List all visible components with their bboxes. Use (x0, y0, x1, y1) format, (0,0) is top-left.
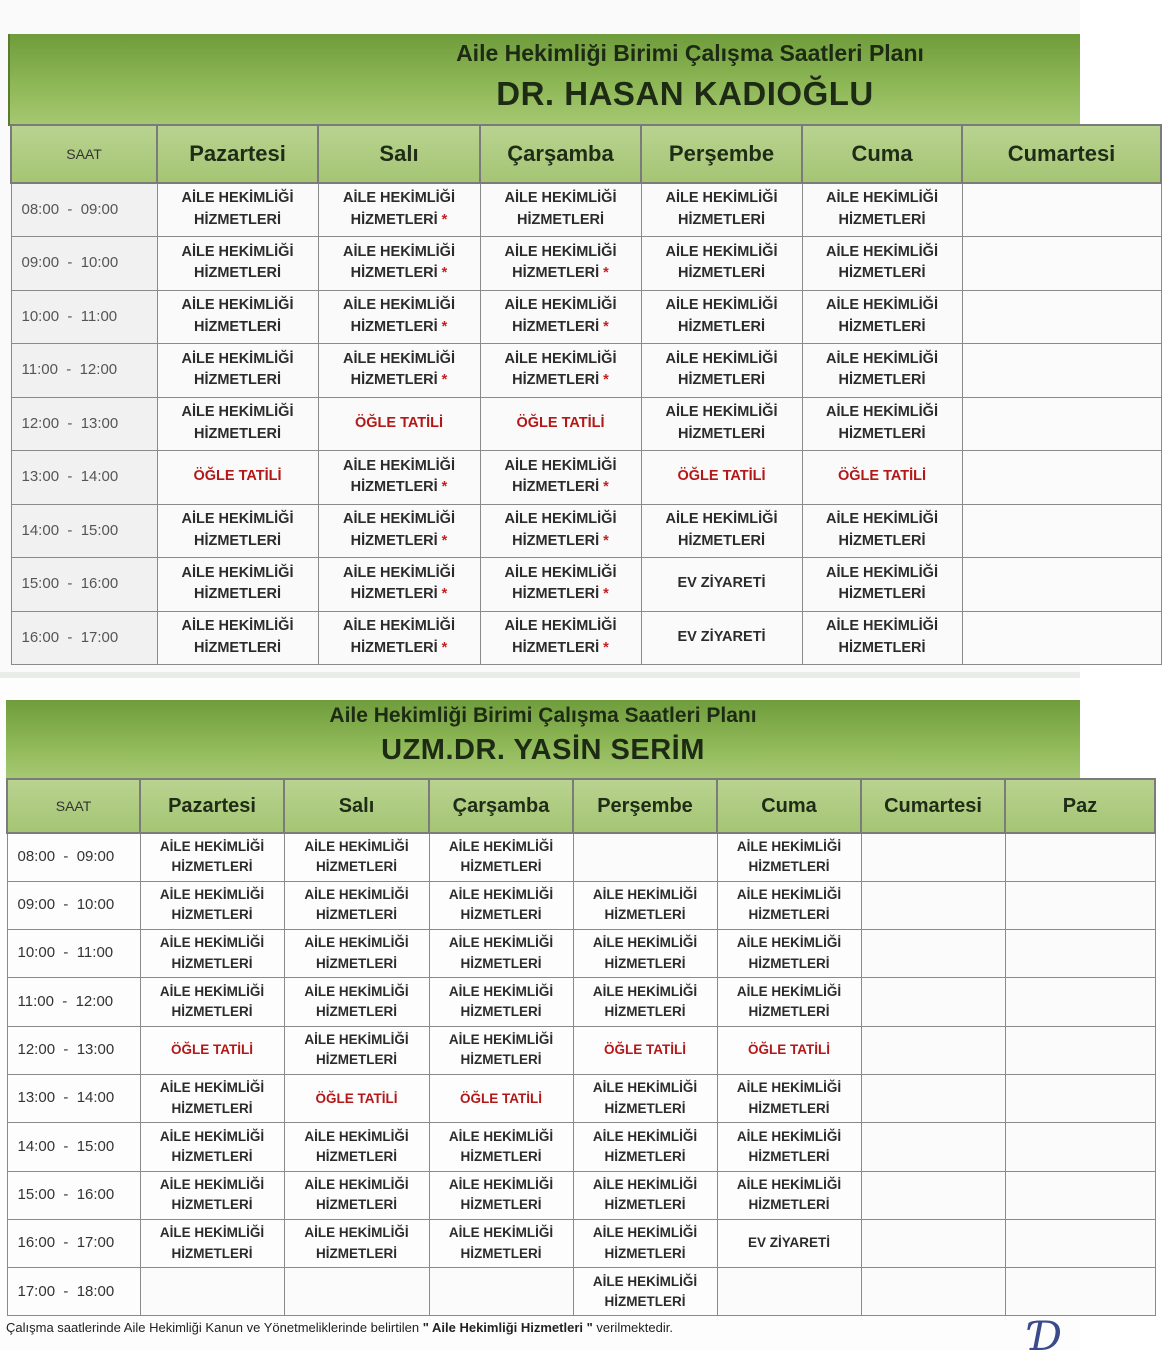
schedule-cell (573, 1074, 717, 1122)
schedule-cell (140, 881, 284, 929)
schedule-cell (284, 1026, 429, 1074)
cell-text: AİLE HEKİMLİĞİ HİZMETLERİ (159, 935, 265, 971)
schedule-cell (318, 237, 480, 291)
schedule-cell (641, 237, 802, 291)
cell-text: AİLE HEKİMLİĞİ HİZMETLERİ (159, 1225, 265, 1261)
table-row (7, 1171, 1155, 1219)
schedule-cell (284, 1219, 429, 1267)
schedule-cell (802, 558, 962, 612)
asterisk-mark: * (441, 479, 448, 496)
schedule-cell (1005, 1268, 1155, 1316)
cell-text: AİLE HEKİMLİĞİ HİZMETLERİ (159, 1128, 265, 1164)
schedule-cell (1005, 978, 1155, 1026)
cell-text: AİLE HEKİMLİĞİ HİZMETLERİ (504, 350, 617, 389)
schedule-cell (140, 833, 284, 881)
cell-text: AİLE HEKİMLİĞİ HİZMETLERİ (304, 839, 409, 875)
schedule-subtitle: Aile Hekimliği Birimi Çalışma Saatleri Planı (456, 40, 924, 66)
cell-text: AİLE HEKİMLİĞİ HİZMETLERİ (592, 1080, 698, 1116)
cell-text: AİLE HEKİMLİĞİ HİZMETLERİ (304, 935, 409, 971)
schedule-cell (1005, 881, 1155, 929)
schedule-cell (157, 611, 318, 665)
schedule-cell (157, 504, 318, 558)
cell-text: EV ZİYARETİ (747, 1235, 831, 1251)
cell-text: AİLE HEKİMLİĞİ HİZMETLERİ (448, 1128, 554, 1164)
cell-text: AİLE HEKİMLİĞİ HİZMETLERİ (826, 350, 938, 389)
schedule-cell (284, 930, 429, 978)
schedule-cell (861, 881, 1005, 929)
schedule-cell (573, 881, 717, 929)
table-header-row (7, 779, 1155, 833)
time-slot: 15:00 - 16:00 (7, 1171, 140, 1219)
schedule-header (6, 700, 1080, 778)
day-header: Çarşamba (480, 125, 641, 183)
schedule-cell (284, 881, 429, 929)
schedule-cell (861, 1123, 1005, 1171)
cell-text: AİLE HEKİMLİĞİ HİZMETLERİ (504, 243, 617, 282)
cell-text: AİLE HEKİMLİĞİ HİZMETLERİ (736, 1128, 842, 1164)
footer-text: Çalışma saatlerinde Aile Hekimliği Kanun ve Yönetmeliklerinde belirtilen (6, 1320, 423, 1335)
cell-text: AİLE HEKİMLİĞİ HİZMETLERİ (504, 457, 617, 496)
schedule-cell (429, 881, 573, 929)
schedule-cell (962, 344, 1161, 398)
time-slot: 08:00 - 09:00 (7, 833, 140, 881)
schedule-cell (641, 344, 802, 398)
time-slot: 09:00 - 10:00 (11, 237, 157, 291)
cell-text: AİLE HEKİMLİĞİ HİZMETLERİ (826, 618, 938, 656)
schedule-sheet-hasan-kadioglu (0, 0, 1116, 672)
schedule-cell (140, 1123, 284, 1171)
schedule-cell (861, 1268, 1005, 1316)
cell-text: AİLE HEKİMLİĞİ HİZMETLERİ (181, 618, 294, 656)
schedule-cell (157, 451, 318, 505)
cell-text: AİLE HEKİMLİĞİ HİZMETLERİ (343, 297, 455, 335)
schedule-cell (717, 1268, 861, 1316)
schedule-cell (480, 611, 641, 665)
schedule-cell (1005, 930, 1155, 978)
schedule-cell (861, 1074, 1005, 1122)
cell-text: ÖĞLE TATİLİ (171, 1042, 253, 1058)
cell-text: AİLE HEKİMLİĞİ HİZMETLERİ (304, 1225, 409, 1261)
cell-text: AİLE HEKİMLİĞİ HİZMETLERİ (826, 564, 938, 603)
schedule-sheet-yasin-serim (0, 678, 1098, 1360)
schedule-table (6, 778, 1156, 1316)
schedule-cell (641, 183, 802, 237)
asterisk-mark: * (603, 639, 609, 656)
schedule-cell (157, 344, 318, 398)
schedule-cell (717, 930, 861, 978)
cell-text: AİLE HEKİMLİĞİ HİZMETLERİ (592, 935, 698, 971)
cell-text: ÖĞLE TATİLİ (837, 468, 927, 485)
day-header: Paz (1005, 779, 1155, 833)
table-row (11, 451, 1161, 505)
schedule-cell (284, 833, 429, 881)
cell-text: AİLE HEKİMLİĞİ HİZMETLERİ (736, 1176, 842, 1213)
asterisk-mark: * (603, 265, 609, 282)
schedule-cell (157, 558, 318, 612)
schedule-cell (318, 558, 480, 612)
cell-text: ÖĞLE TATİLİ (604, 1042, 686, 1058)
cell-text: AİLE HEKİMLİĞİ HİZMETLERİ (304, 887, 409, 923)
asterisk-mark: * (603, 318, 609, 335)
schedule-cell (429, 978, 573, 1026)
cell-text: AİLE HEKİMLİĞİ HİZMETLERİ (592, 1225, 698, 1261)
cell-text: AİLE HEKİMLİĞİ HİZMETLERİ (304, 983, 409, 1020)
table-row (7, 1026, 1155, 1074)
schedule-cell (318, 397, 480, 451)
time-slot: 12:00 - 13:00 (11, 397, 157, 451)
schedule-cell (641, 611, 802, 665)
schedule-table (10, 124, 1162, 665)
schedule-cell (140, 1219, 284, 1267)
schedule-cell (318, 504, 480, 558)
asterisk-mark: * (603, 532, 609, 549)
schedule-cell (861, 978, 1005, 1026)
schedule-cell (480, 183, 641, 237)
cell-text: AİLE HEKİMLİĞİ HİZMETLERİ (181, 350, 294, 389)
schedule-cell (480, 344, 641, 398)
cell-text: AİLE HEKİMLİĞİ HİZMETLERİ (736, 935, 842, 971)
cell-text: AİLE HEKİMLİĞİ HİZMETLERİ (181, 564, 294, 603)
signature-mark: Ɗ (1029, 1314, 1062, 1360)
cell-text: AİLE HEKİMLİĞİ HİZMETLERİ (343, 350, 455, 389)
time-slot: 13:00 - 14:00 (11, 451, 157, 505)
schedule-cell (284, 1268, 429, 1316)
time-slot: 08:00 - 09:00 (11, 183, 157, 237)
cell-text: AİLE HEKİMLİĞİ HİZMETLERİ (592, 1128, 698, 1164)
cell-text: ÖĞLE TATİLİ (748, 1042, 830, 1058)
schedule-cell (717, 833, 861, 881)
cell-text: AİLE HEKİMLİĞİ HİZMETLERİ (448, 839, 554, 875)
table-row (7, 881, 1155, 929)
time-slot: 17:00 - 18:00 (7, 1268, 140, 1316)
cell-text: AİLE HEKİMLİĞİ HİZMETLERİ (826, 243, 938, 282)
schedule-cell (641, 451, 802, 505)
schedule-cell (284, 978, 429, 1026)
cell-text: AİLE HEKİMLİĞİ HİZMETLERİ (592, 887, 698, 923)
schedule-cell (318, 611, 480, 665)
schedule-cell (140, 1074, 284, 1122)
time-slot: 14:00 - 15:00 (11, 504, 157, 558)
cell-text: AİLE HEKİMLİĞİ HİZMETLERİ (504, 190, 617, 228)
schedule-cell (802, 290, 962, 344)
schedule-cell (573, 930, 717, 978)
schedule-cell (318, 183, 480, 237)
schedule-cell (802, 451, 962, 505)
cell-text: AİLE HEKİMLİĞİ HİZMETLERİ (826, 511, 938, 549)
schedule-cell (962, 183, 1161, 237)
asterisk-mark: * (441, 318, 448, 335)
schedule-cell (480, 558, 641, 612)
schedule-cell (802, 344, 962, 398)
schedule-cell (802, 183, 962, 237)
cell-text: AİLE HEKİMLİĞİ HİZMETLERİ (448, 1032, 554, 1068)
schedule-cell (318, 290, 480, 344)
cell-text: AİLE HEKİMLİĞİ HİZMETLERİ (304, 1032, 409, 1068)
asterisk-mark: * (441, 212, 448, 228)
schedule-cell (1005, 1123, 1155, 1171)
cell-text: AİLE HEKİMLİĞİ HİZMETLERİ (181, 297, 294, 335)
cell-text: AİLE HEKİMLİĞİ HİZMETLERİ (304, 1128, 409, 1164)
time-slot: 13:00 - 14:00 (7, 1074, 140, 1122)
day-header: Cumartesi (861, 779, 1005, 833)
time-slot: 16:00 - 17:00 (11, 611, 157, 665)
cell-text: AİLE HEKİMLİĞİ HİZMETLERİ (592, 983, 698, 1020)
asterisk-mark: * (441, 639, 448, 656)
cell-text: AİLE HEKİMLİĞİ HİZMETLERİ (736, 1080, 842, 1116)
schedule-cell (861, 833, 1005, 881)
cell-text: AİLE HEKİMLİĞİ HİZMETLERİ (343, 618, 455, 656)
cell-text: AİLE HEKİMLİĞİ HİZMETLERİ (448, 1176, 554, 1213)
schedule-cell (480, 504, 641, 558)
asterisk-mark: * (603, 372, 609, 389)
day-header: Cumartesi (962, 125, 1161, 183)
day-header: Perşembe (641, 125, 802, 183)
table-row (11, 290, 1161, 344)
schedule-cell (962, 451, 1161, 505)
day-header: Cuma (802, 125, 962, 183)
cell-text: AİLE HEKİMLİĞİ HİZMETLERİ (736, 887, 842, 923)
schedule-cell (717, 1171, 861, 1219)
schedule-cell (717, 881, 861, 929)
doctor-name: UZM.DR. YASİN SERİM (381, 734, 705, 766)
schedule-cell (802, 504, 962, 558)
schedule-cell (717, 1074, 861, 1122)
day-header: Salı (318, 125, 480, 183)
time-slot: 14:00 - 15:00 (7, 1123, 140, 1171)
cell-text: AİLE HEKİMLİĞİ HİZMETLERİ (159, 1176, 265, 1213)
cell-text: AİLE HEKİMLİĞİ HİZMETLERİ (592, 1273, 698, 1309)
schedule-cell (1005, 1171, 1155, 1219)
cell-text: AİLE HEKİMLİĞİ HİZMETLERİ (665, 190, 778, 228)
schedule-cell (1005, 1219, 1155, 1267)
schedule-cell (429, 833, 573, 881)
day-header: Salı (284, 779, 429, 833)
footer-quote: " Aile Hekimliği Hizmetleri " (422, 1320, 593, 1335)
time-slot: 11:00 - 12:00 (7, 978, 140, 1026)
cell-text: AİLE HEKİMLİĞİ HİZMETLERİ (343, 190, 455, 228)
footer-note (6, 1320, 673, 1335)
table-row (11, 611, 1161, 665)
schedule-cell (802, 611, 962, 665)
asterisk-mark: * (441, 586, 448, 603)
day-header: Çarşamba (429, 779, 573, 833)
asterisk-mark: * (441, 265, 448, 282)
schedule-cell (802, 237, 962, 291)
cell-text: AİLE HEKİMLİĞİ HİZMETLERİ (504, 564, 617, 603)
schedule-cell (641, 558, 802, 612)
schedule-cell (861, 1026, 1005, 1074)
cell-text: AİLE HEKİMLİĞİ HİZMETLERİ (826, 404, 938, 442)
cell-text: EV ZİYARETİ (677, 628, 766, 645)
cell-text: AİLE HEKİMLİĞİ HİZMETLERİ (181, 404, 294, 442)
cell-text: AİLE HEKİMLİĞİ HİZMETLERİ (826, 297, 938, 335)
table-row (11, 237, 1161, 291)
cell-text: AİLE HEKİMLİĞİ HİZMETLERİ (736, 839, 842, 875)
schedule-cell (1005, 1074, 1155, 1122)
schedule-cell (480, 451, 641, 505)
schedule-cell (1005, 1026, 1155, 1074)
schedule-cell (140, 1171, 284, 1219)
table-row (11, 183, 1161, 237)
footer-text-end: verilmektedir. (592, 1320, 673, 1335)
table-row (11, 558, 1161, 612)
schedule-cell (1005, 833, 1155, 881)
cell-text: AİLE HEKİMLİĞİ HİZMETLERİ (504, 297, 617, 335)
table-row (7, 1123, 1155, 1171)
schedule-cell (429, 1026, 573, 1074)
schedule-cell (429, 1123, 573, 1171)
cell-text: ÖĞLE TATİLİ (677, 468, 766, 485)
cell-text: ÖĞLE TATİLİ (460, 1090, 542, 1106)
schedule-cell (157, 237, 318, 291)
cell-text: AİLE HEKİMLİĞİ HİZMETLERİ (304, 1176, 409, 1213)
cell-text: AİLE HEKİMLİĞİ HİZMETLERİ (159, 887, 265, 923)
table-row (7, 833, 1155, 881)
schedule-cell (573, 833, 717, 881)
schedule-cell (717, 1026, 861, 1074)
time-slot: 09:00 - 10:00 (7, 881, 140, 929)
schedule-cell (861, 1219, 1005, 1267)
schedule-cell (962, 237, 1161, 291)
schedule-cell (140, 1026, 284, 1074)
schedule-cell (573, 978, 717, 1026)
cell-text: AİLE HEKİMLİĞİ HİZMETLERİ (665, 297, 778, 335)
table-row (7, 1074, 1155, 1122)
table-row (11, 504, 1161, 558)
cell-text: AİLE HEKİMLİĞİ HİZMETLERİ (448, 983, 554, 1020)
schedule-cell (284, 1074, 429, 1122)
time-slot: 12:00 - 13:00 (7, 1026, 140, 1074)
cell-text: AİLE HEKİMLİĞİ HİZMETLERİ (448, 935, 554, 971)
cell-text: AİLE HEKİMLİĞİ HİZMETLERİ (665, 404, 778, 442)
schedule-cell (962, 290, 1161, 344)
schedule-cell (717, 1219, 861, 1267)
schedule-subtitle: Aile Hekimliği Birimi Çalışma Saatleri Planı (329, 704, 757, 727)
cell-text: AİLE HEKİMLİĞİ HİZMETLERİ (665, 243, 778, 282)
schedule-cell (641, 504, 802, 558)
schedule-cell (140, 930, 284, 978)
schedule-cell (284, 1123, 429, 1171)
schedule-cell (157, 290, 318, 344)
table-header-row (11, 125, 1161, 183)
schedule-cell (429, 1219, 573, 1267)
cell-text: AİLE HEKİMLİĞİ HİZMETLERİ (592, 1176, 698, 1213)
cell-text: AİLE HEKİMLİĞİ HİZMETLERİ (736, 983, 842, 1020)
cell-text: AİLE HEKİMLİĞİ HİZMETLERİ (665, 511, 778, 549)
cell-text: AİLE HEKİMLİĞİ HİZMETLERİ (504, 511, 617, 549)
schedule-cell (641, 397, 802, 451)
schedule-cell (284, 1171, 429, 1219)
schedule-cell (861, 1171, 1005, 1219)
cell-text: AİLE HEKİMLİĞİ HİZMETLERİ (665, 350, 778, 389)
table-row (11, 397, 1161, 451)
saat-header: SAAT (11, 125, 157, 183)
schedule-cell (429, 930, 573, 978)
cell-text: AİLE HEKİMLİĞİ HİZMETLERİ (504, 618, 617, 656)
doctor-name: DR. HASAN KADIOĞLU (496, 75, 874, 112)
schedule-cell (717, 1123, 861, 1171)
schedule-cell (140, 978, 284, 1026)
table-row (7, 1268, 1155, 1316)
cell-text: AİLE HEKİMLİĞİ HİZMETLERİ (181, 190, 294, 228)
cell-text: AİLE HEKİMLİĞİ HİZMETLERİ (181, 243, 294, 282)
schedule-cell (157, 183, 318, 237)
schedule-cell (573, 1026, 717, 1074)
schedule-cell (717, 978, 861, 1026)
cell-text: ÖĞLE TATİLİ (354, 414, 444, 431)
table-row (11, 344, 1161, 398)
schedule-cell (573, 1268, 717, 1316)
schedule-cell (962, 611, 1161, 665)
schedule-cell (962, 558, 1161, 612)
time-slot: 10:00 - 11:00 (7, 930, 140, 978)
schedule-cell (573, 1123, 717, 1171)
cell-text: ÖĞLE TATİLİ (193, 468, 282, 485)
schedule-cell (962, 504, 1161, 558)
asterisk-mark: * (603, 586, 609, 603)
asterisk-mark: * (441, 372, 448, 389)
schedule-cell (140, 1268, 284, 1316)
time-slot: 15:00 - 16:00 (11, 558, 157, 612)
cell-text: AİLE HEKİMLİĞİ HİZMETLERİ (448, 1225, 554, 1261)
schedule-cell (480, 237, 641, 291)
cell-text: ÖĞLE TATİLİ (315, 1090, 398, 1106)
schedule-cell (429, 1268, 573, 1316)
cell-text: AİLE HEKİMLİĞİ HİZMETLERİ (343, 243, 455, 282)
cell-text: AİLE HEKİMLİĞİ HİZMETLERİ (448, 887, 554, 923)
time-slot: 16:00 - 17:00 (7, 1219, 140, 1267)
schedule-cell (318, 344, 480, 398)
asterisk-mark: * (603, 479, 609, 496)
cell-text: AİLE HEKİMLİĞİ HİZMETLERİ (159, 839, 265, 875)
schedule-header (8, 34, 1080, 126)
time-slot: 11:00 - 12:00 (11, 344, 157, 398)
schedule-cell (573, 1171, 717, 1219)
table-row (7, 978, 1155, 1026)
cell-text: AİLE HEKİMLİĞİ HİZMETLERİ (826, 190, 938, 228)
schedule-cell (802, 397, 962, 451)
asterisk-mark: * (441, 532, 448, 549)
schedule-cell (157, 397, 318, 451)
cell-text: AİLE HEKİMLİĞİ HİZMETLERİ (343, 564, 455, 603)
schedule-cell (429, 1074, 573, 1122)
schedule-cell (318, 451, 480, 505)
schedule-cell (861, 930, 1005, 978)
schedule-cell (641, 290, 802, 344)
day-header: Perşembe (573, 779, 717, 833)
saat-header: SAAT (7, 779, 140, 833)
day-header: Pazartesi (140, 779, 284, 833)
table-row (7, 930, 1155, 978)
cell-text: AİLE HEKİMLİĞİ HİZMETLERİ (159, 1080, 265, 1116)
day-header: Cuma (717, 779, 861, 833)
cell-text: AİLE HEKİMLİĞİ HİZMETLERİ (159, 983, 265, 1020)
cell-text: AİLE HEKİMLİĞİ HİZMETLERİ (343, 511, 455, 549)
cell-text: EV ZİYARETİ (677, 575, 766, 592)
schedule-cell (480, 397, 641, 451)
day-header: Pazartesi (157, 125, 318, 183)
schedule-cell (573, 1219, 717, 1267)
cell-text: ÖĞLE TATİLİ (516, 414, 605, 431)
cell-text: AİLE HEKİMLİĞİ HİZMETLERİ (343, 457, 455, 496)
schedule-cell (429, 1171, 573, 1219)
cell-text: AİLE HEKİMLİĞİ HİZMETLERİ (181, 511, 294, 549)
schedule-cell (962, 397, 1161, 451)
table-row (7, 1219, 1155, 1267)
time-slot: 10:00 - 11:00 (11, 290, 157, 344)
schedule-cell (480, 290, 641, 344)
